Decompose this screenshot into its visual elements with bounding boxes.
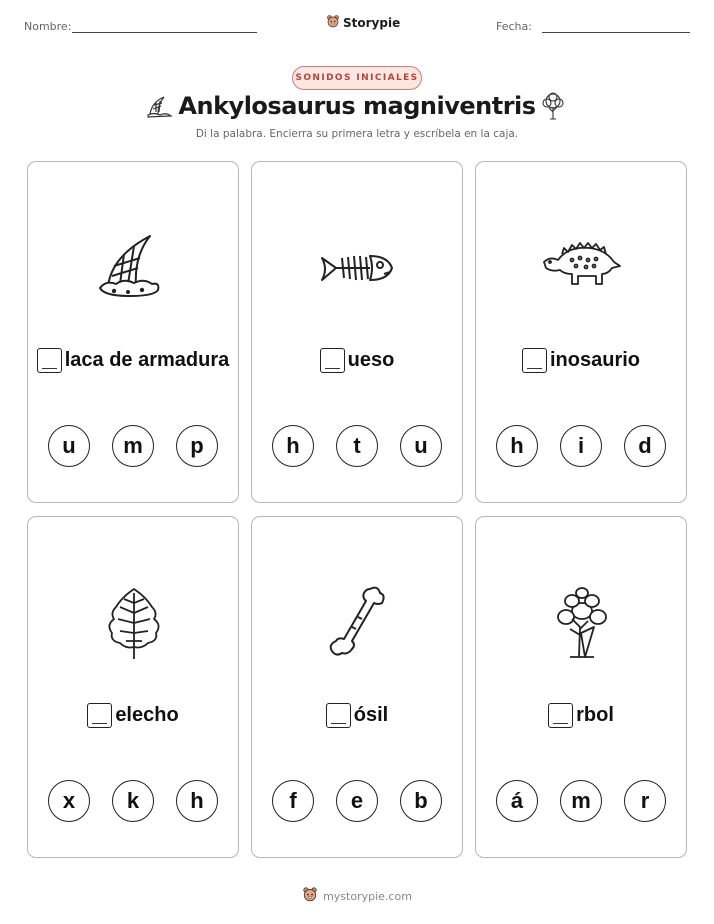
letter-options bbox=[48, 425, 218, 467]
dinosaur-icon bbox=[542, 228, 622, 308]
word-row bbox=[252, 703, 462, 728]
brand-logo bbox=[326, 13, 400, 32]
word-remainder: laca de armadura bbox=[64, 349, 230, 371]
topic-badge: SONIDOS INICIALES bbox=[292, 66, 422, 90]
date-label: Fecha: bbox=[496, 20, 532, 33]
letter-option[interactable]: b bbox=[400, 780, 442, 822]
letter-option[interactable]: d bbox=[624, 425, 666, 467]
brand-name: Storypie bbox=[343, 15, 401, 30]
word-remainder: rbol bbox=[576, 704, 614, 726]
word-card bbox=[27, 161, 239, 503]
footer-url[interactable]: mystorypie.com bbox=[323, 889, 412, 903]
letter-options bbox=[48, 780, 218, 822]
word-card bbox=[475, 161, 687, 503]
word-row bbox=[476, 348, 686, 373]
page-title: Ankylosaurus magniventris bbox=[178, 92, 536, 120]
word-remainder: inosaurio bbox=[549, 349, 640, 371]
word-remainder: ósil bbox=[353, 704, 389, 726]
word-row bbox=[28, 703, 238, 728]
word-remainder: elecho bbox=[115, 704, 179, 726]
footer bbox=[0, 886, 714, 906]
fern-leaf-icon bbox=[94, 583, 174, 663]
letter-option[interactable]: á bbox=[496, 780, 538, 822]
letter-option[interactable]: h bbox=[496, 425, 538, 467]
bear-icon bbox=[326, 13, 340, 32]
letter-options bbox=[272, 425, 442, 467]
letter-option[interactable]: p bbox=[176, 425, 218, 467]
name-label: Nombre: bbox=[24, 20, 72, 33]
letter-option[interactable]: k bbox=[112, 780, 154, 822]
word-card bbox=[27, 516, 239, 858]
letter-option[interactable]: h bbox=[272, 425, 314, 467]
word-row bbox=[252, 348, 462, 373]
word-card bbox=[251, 516, 463, 858]
letter-option[interactable]: h bbox=[176, 780, 218, 822]
fossil-bone-icon bbox=[318, 583, 398, 663]
letter-option[interactable]: u bbox=[400, 425, 442, 467]
date-line[interactable] bbox=[542, 32, 690, 33]
answer-box[interactable] bbox=[548, 703, 573, 728]
bear-icon bbox=[302, 886, 318, 906]
letter-option[interactable]: t bbox=[336, 425, 378, 467]
armor-plate-claw-icon bbox=[94, 228, 174, 308]
answer-box[interactable] bbox=[37, 348, 62, 373]
letter-option[interactable]: m bbox=[112, 425, 154, 467]
name-line[interactable] bbox=[72, 32, 257, 33]
letter-option[interactable]: r bbox=[624, 780, 666, 822]
letter-option[interactable]: f bbox=[272, 780, 314, 822]
letter-option[interactable]: m bbox=[560, 780, 602, 822]
answer-box[interactable] bbox=[320, 348, 345, 373]
worksheet-header bbox=[0, 0, 714, 50]
letter-options bbox=[496, 425, 666, 467]
letter-options bbox=[496, 780, 666, 822]
answer-box[interactable] bbox=[87, 703, 112, 728]
fish-skeleton-icon bbox=[318, 228, 398, 308]
word-remainder: ueso bbox=[347, 349, 395, 371]
letter-option[interactable]: u bbox=[48, 425, 90, 467]
word-card bbox=[475, 516, 687, 858]
word-row bbox=[28, 348, 238, 373]
letter-option[interactable]: e bbox=[336, 780, 378, 822]
tree-icon bbox=[540, 92, 566, 126]
tree-icon bbox=[542, 583, 622, 663]
letter-option[interactable]: i bbox=[560, 425, 602, 467]
word-row bbox=[476, 703, 686, 728]
letter-option[interactable]: x bbox=[48, 780, 90, 822]
letter-options bbox=[272, 780, 442, 822]
answer-box[interactable] bbox=[522, 348, 547, 373]
word-card bbox=[251, 161, 463, 503]
answer-box[interactable] bbox=[326, 703, 351, 728]
instructions: Di la palabra. Encierra su primera letra y escríbela en la caja. bbox=[195, 128, 519, 140]
